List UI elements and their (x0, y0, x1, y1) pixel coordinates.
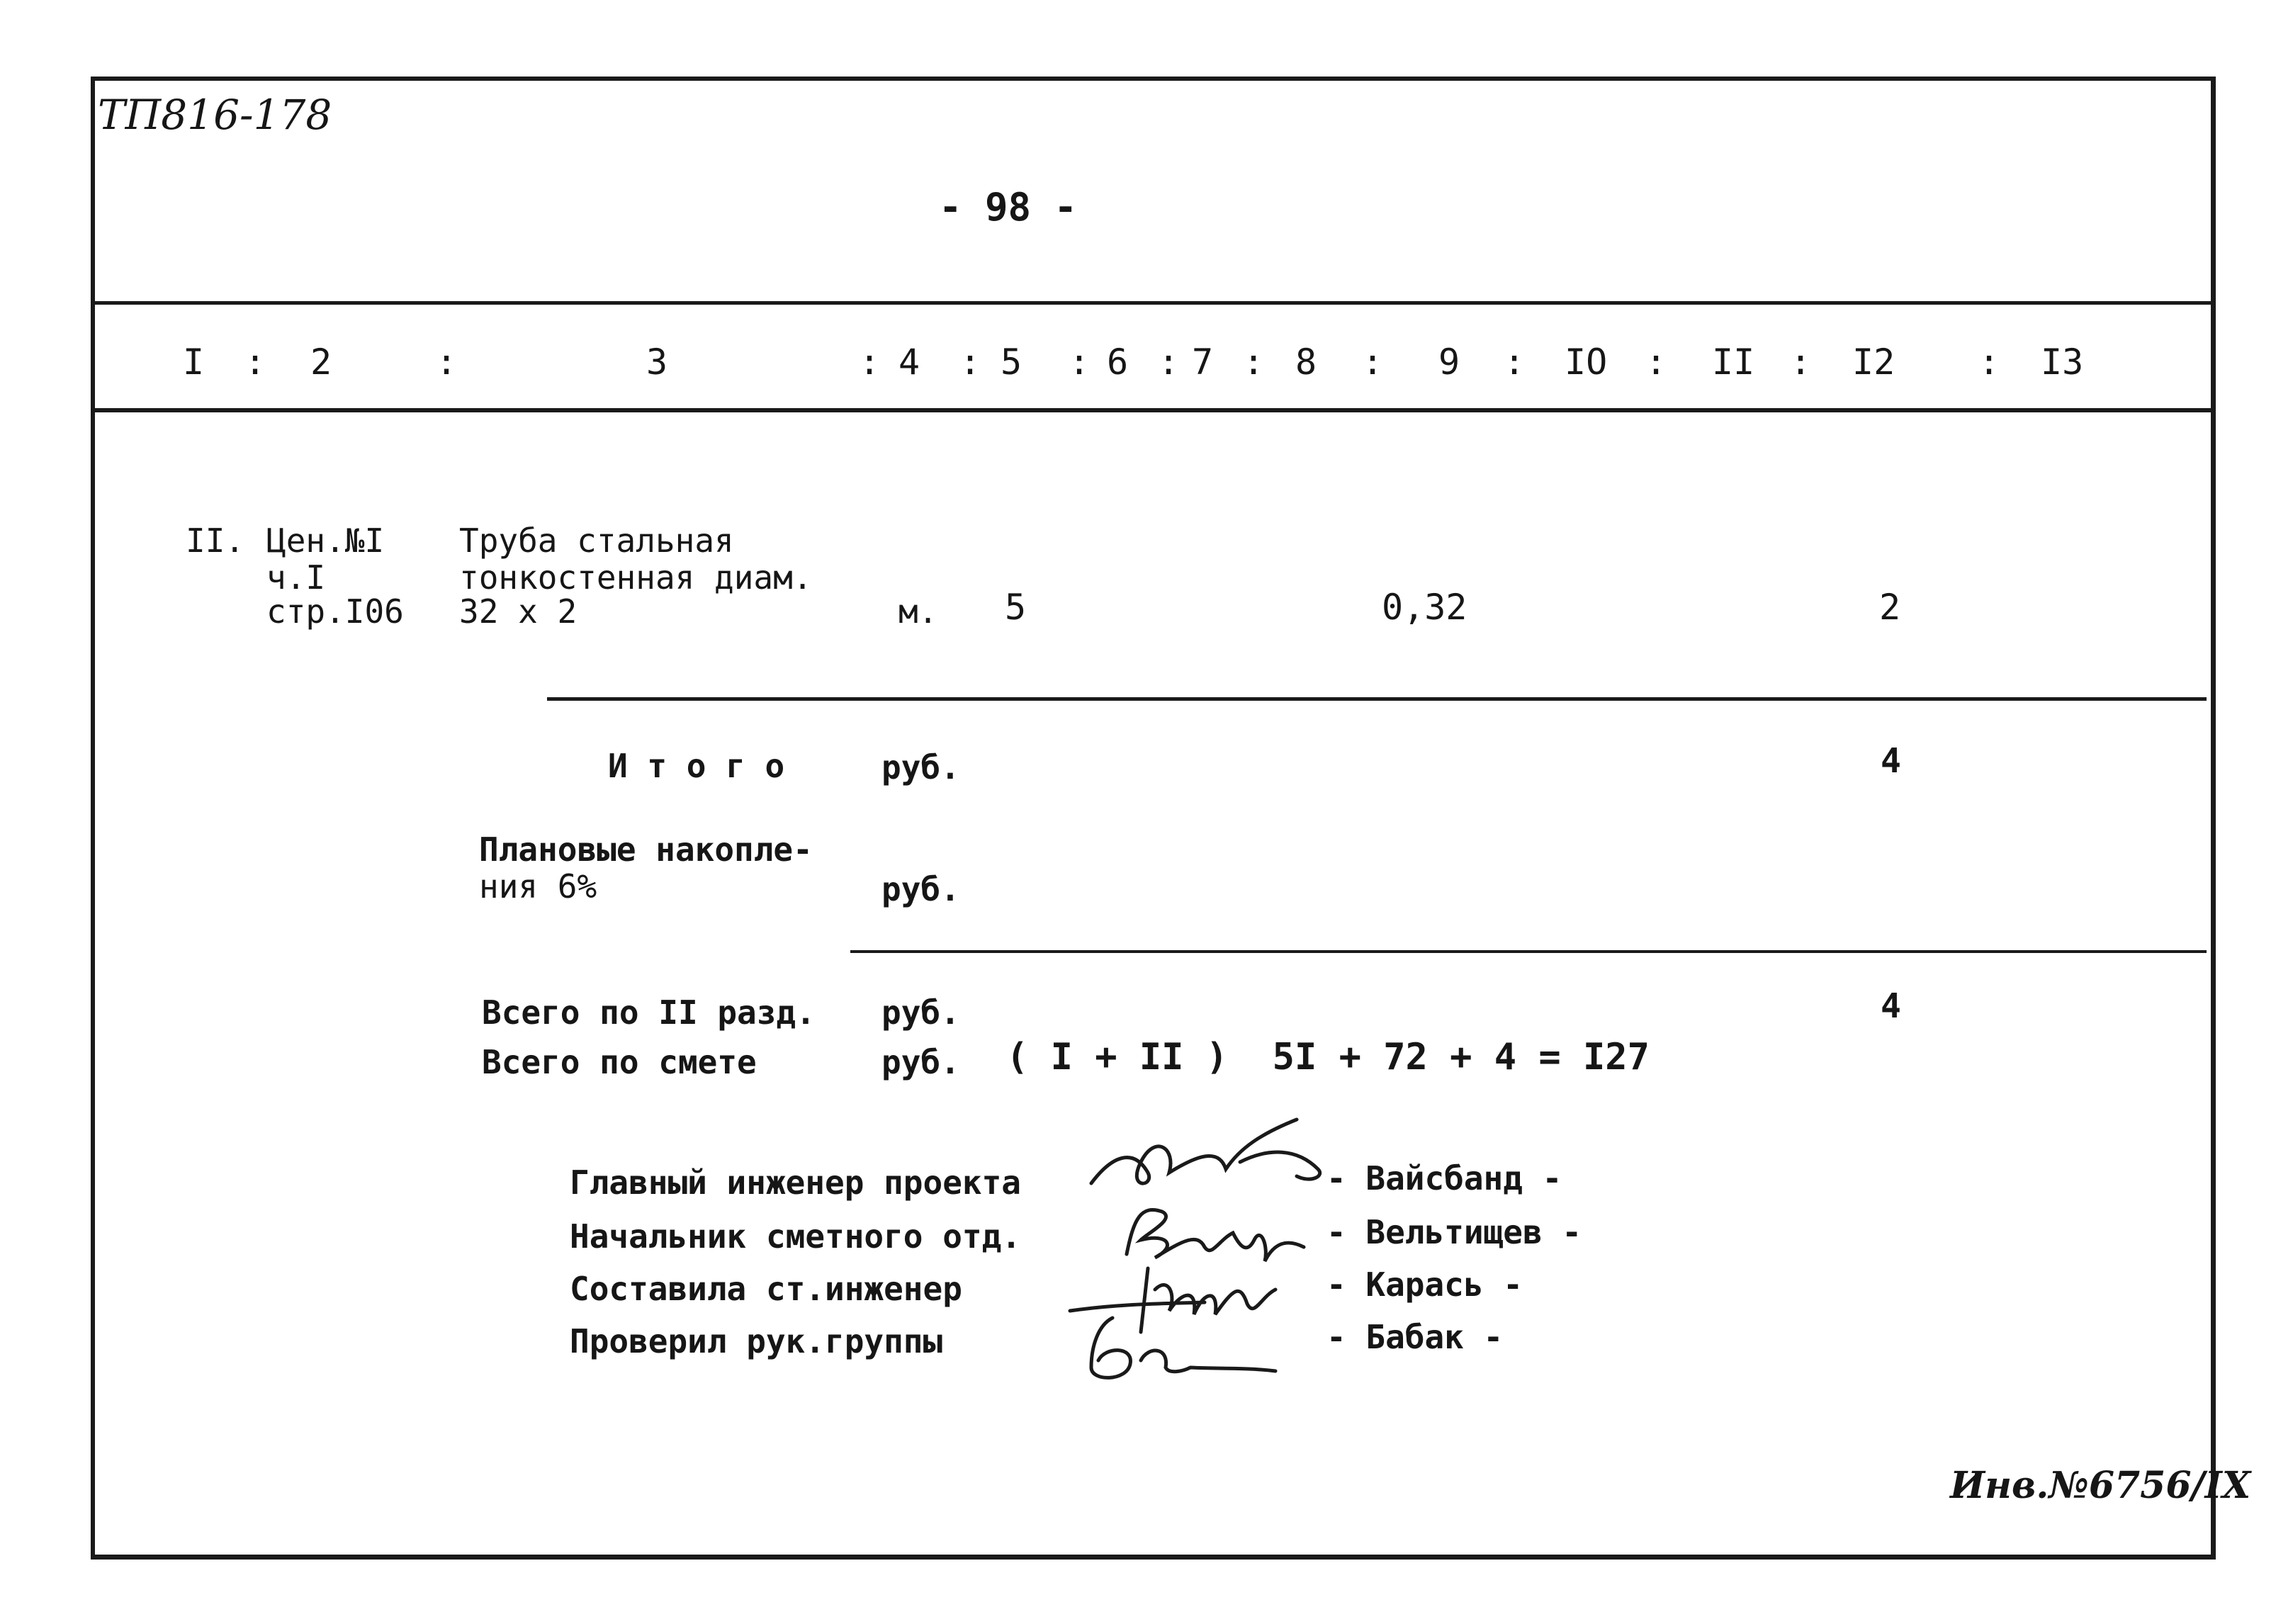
column-number: II (1712, 342, 1755, 383)
column-separator: : (1243, 342, 1265, 383)
column-number: 6 (1107, 342, 1129, 383)
column-number: 3 (646, 342, 668, 383)
column-separator: : (959, 342, 981, 383)
column-number: 2 (310, 342, 332, 383)
column-header-divider (91, 408, 2212, 412)
section-total-label: Всего по II разд. (482, 993, 816, 1032)
inventory-number: Инв.№6756/IX (1950, 1464, 2251, 1507)
signature-role: Начальник сметного отд. (570, 1217, 1021, 1256)
column-number: IO (1565, 342, 1608, 383)
column-separator: : (1645, 342, 1667, 383)
handwritten-signature (1084, 1105, 1339, 1205)
item-description-line: 32 х 2 (459, 592, 578, 631)
item-subtotal-rule (547, 697, 2207, 701)
column-number: 9 (1438, 342, 1460, 383)
planned-savings-unit: руб. (881, 870, 960, 908)
column-number: I (183, 342, 205, 383)
handwritten-signature (1063, 1304, 1290, 1389)
column-separator: : (244, 342, 266, 383)
signature-name: - Вайсбанд - (1326, 1159, 1562, 1197)
column-number: 4 (898, 342, 920, 383)
item-description-line: Труба стальная (459, 521, 734, 560)
itogo-label: И т о г о (608, 747, 785, 785)
totals-rule (850, 950, 2207, 953)
item-total: 2 (1879, 587, 1901, 628)
item-price: 0,32 (1382, 587, 1467, 628)
column-separator: : (1069, 342, 1091, 383)
column-number: I3 (2041, 342, 2084, 383)
column-separator: : (1504, 342, 1526, 383)
column-number: 5 (1001, 342, 1022, 383)
page-number: - 98 - (939, 185, 1078, 230)
itogo-unit: руб. (881, 748, 960, 786)
signature-name: - Вельтищев - (1326, 1213, 1582, 1251)
column-number: 8 (1295, 342, 1317, 383)
estimate-total-label: Всего по смете (482, 1043, 757, 1081)
column-separator: : (1362, 342, 1384, 383)
item-number: II. (186, 521, 245, 560)
column-separator: : (1158, 342, 1180, 383)
itogo-value: 4 (1881, 741, 1901, 781)
item-unit: м. (898, 592, 938, 631)
signature-name: - Бабак - (1326, 1318, 1504, 1356)
column-separator: : (436, 342, 458, 383)
planned-savings-label: Плановые накопле- (479, 830, 813, 869)
column-separator: : (859, 342, 881, 383)
item-description-line: тонкостенная диам. (459, 558, 813, 597)
signature-role: Проверил рук.группы (570, 1322, 943, 1360)
signature-role: Главный инженер проекта (570, 1163, 1021, 1202)
item-reference-line: стр.I06 (266, 592, 404, 631)
planned-savings-label: ния 6% (479, 867, 597, 906)
header-divider (91, 301, 2212, 305)
signature-role: Составила ст.инженер (570, 1270, 962, 1308)
item-reference-line: ч.I (266, 558, 326, 597)
item-quantity: 5 (1005, 587, 1027, 628)
estimate-total-formula: ( I + II ) 5I + 72 + 4 = I27 (1006, 1036, 1650, 1078)
section-total-unit: руб. (881, 993, 960, 1032)
section-total-value: 4 (1881, 986, 1901, 1026)
signature-name: - Карась - (1326, 1265, 1523, 1304)
column-separator: : (1978, 342, 2000, 383)
column-number: 7 (1192, 342, 1214, 383)
column-number: I2 (1852, 342, 1895, 383)
project-code: ТП816-178 (98, 91, 332, 139)
item-reference-line: Цен.№I (266, 521, 385, 560)
estimate-total-unit: руб. (881, 1043, 960, 1081)
column-separator: : (1790, 342, 1812, 383)
